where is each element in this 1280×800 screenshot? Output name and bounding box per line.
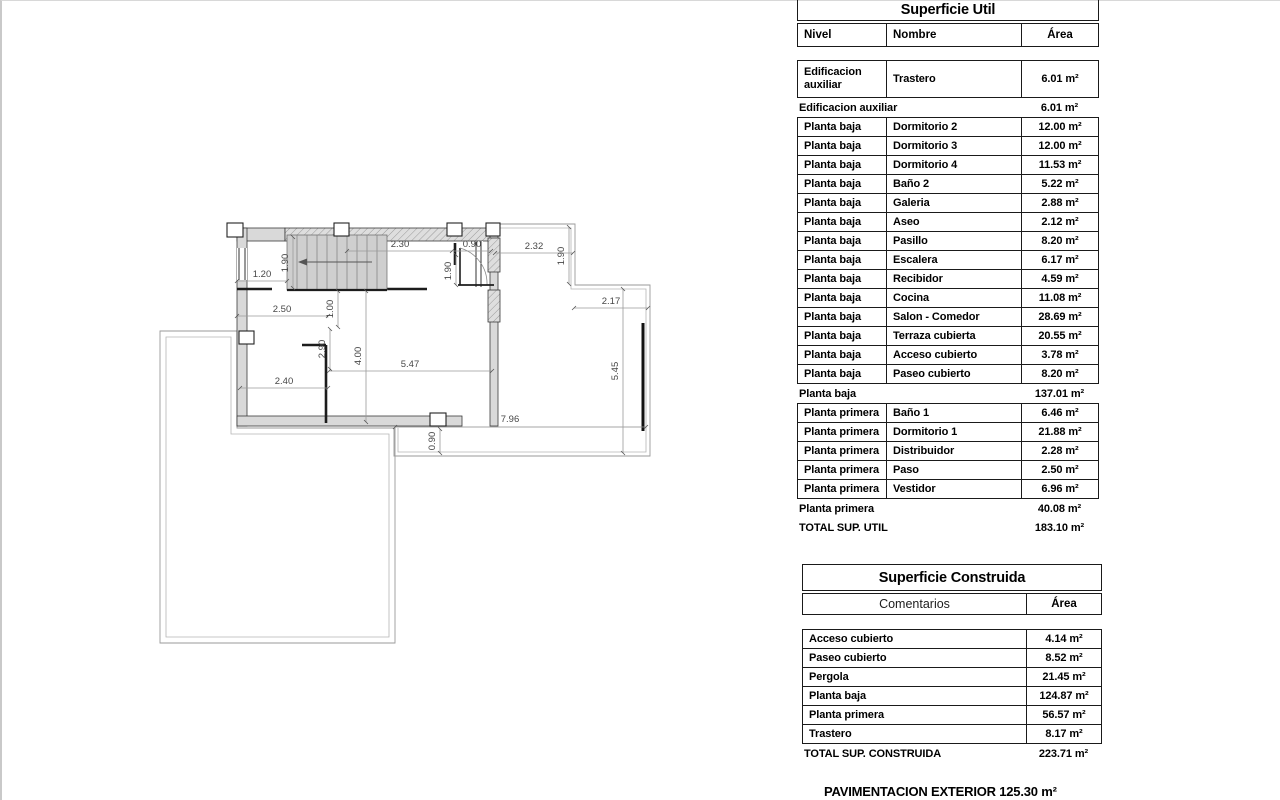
cell-area: 8.17 m² (1026, 725, 1101, 743)
table-row (797, 460, 1099, 480)
dim-label: 2.17 (601, 296, 621, 307)
table-row (802, 686, 1102, 706)
summary-area: 183.10 m² (1034, 521, 1085, 534)
cell-nombre: Galeria (886, 194, 1021, 212)
summary-label: Edificacion auxiliar (799, 101, 898, 114)
cell-nivel: Planta baja (804, 140, 861, 152)
cell-comentario: Planta primera (809, 709, 885, 721)
summary-row (797, 98, 1099, 117)
dim-label: 2.90 (317, 339, 328, 359)
cell-nombre: Paso (886, 461, 1021, 479)
col-header-nombre: Nombre (886, 24, 1021, 46)
table-row (797, 136, 1099, 156)
table-row (797, 441, 1099, 461)
summary-label: TOTAL SUP. UTIL (799, 521, 888, 534)
table-row (797, 231, 1099, 251)
superficie-util-rows (797, 60, 1099, 537)
cell-area: 6.01 m² (1021, 61, 1098, 97)
cell-comentario: Pergola (809, 671, 849, 683)
cell-area: 21.45 m² (1026, 668, 1101, 686)
summary-label: Planta primera (799, 502, 875, 515)
table-row (797, 288, 1099, 308)
cell-nombre: Salon - Comedor (886, 308, 1021, 326)
cell-area: 12.00 m² (1021, 118, 1098, 136)
cell-comentario: Planta baja (809, 690, 866, 702)
dim-label: 4.00 (353, 346, 364, 366)
table-row (797, 422, 1099, 442)
dim-label: 1.90 (443, 261, 454, 281)
superficie-util-table (797, 0, 1099, 537)
cell-nombre: Vestidor (886, 480, 1021, 498)
dim-label: 0.90 (462, 239, 482, 250)
table-row (797, 250, 1099, 270)
cell-area: 6.17 m² (1021, 251, 1098, 269)
cell-area: 20.55 m² (1021, 327, 1098, 345)
table-row (802, 667, 1102, 687)
table-row (802, 724, 1102, 744)
cell-nivel: Planta baja (804, 178, 861, 190)
summary-label: Planta baja (799, 387, 856, 400)
dim-label: 1.00 (325, 299, 336, 319)
summary-row (797, 499, 1099, 518)
table-row (797, 193, 1099, 213)
dim-label: 2.50 (272, 304, 292, 315)
cell-nivel: Planta baja (804, 292, 861, 304)
cell-nombre: Terraza cubierta (886, 327, 1021, 345)
superficie-construida-table (802, 564, 1102, 763)
summary-row (797, 384, 1099, 403)
table-row (797, 269, 1099, 289)
cell-area: 2.12 m² (1021, 213, 1098, 231)
table-row (797, 326, 1099, 346)
floor-plan (142, 213, 687, 673)
superficie-construida-header (802, 593, 1102, 615)
summary-area: 6.01 m² (1040, 101, 1079, 114)
cell-area: 124.87 m² (1026, 687, 1101, 705)
cell-area: 2.28 m² (1021, 442, 1098, 460)
cell-comentario: Paseo cubierto (809, 652, 887, 664)
staircase (287, 235, 387, 290)
cell-area: 56.57 m² (1026, 706, 1101, 724)
table-row (802, 705, 1102, 725)
cell-area: 28.69 m² (1021, 308, 1098, 326)
cell-nivel: Planta baja (804, 235, 861, 247)
cell-area: 2.88 m² (1021, 194, 1098, 212)
cell-area: 3.78 m² (1021, 346, 1098, 364)
dim-label: 1.20 (252, 269, 272, 280)
cell-area: 11.08 m² (1021, 289, 1098, 307)
cell-comentario: Trastero (809, 728, 852, 740)
cell-nombre: Escalera (886, 251, 1021, 269)
cell-nombre: Trastero (886, 61, 1021, 97)
cell-nivel: Planta baja (804, 216, 861, 228)
cell-nombre: Baño 1 (886, 404, 1021, 422)
cell-area: 21.88 m² (1021, 423, 1098, 441)
table-row (797, 174, 1099, 194)
cell-nombre: Paseo cubierto (886, 365, 1021, 383)
cell-nivel: Planta baja (804, 159, 861, 171)
cell-nivel: Planta primera (804, 483, 880, 495)
summary-label: TOTAL SUP. CONSTRUIDA (804, 747, 942, 760)
table-row (802, 629, 1102, 649)
floor-plan-svg (142, 213, 687, 673)
cell-nivel: Planta primera (804, 464, 880, 476)
cell-area: 5.22 m² (1021, 175, 1098, 193)
table-row (797, 403, 1099, 423)
table-row (802, 648, 1102, 668)
cell-nombre: Distribuidor (886, 442, 1021, 460)
cell-area: 2.50 m² (1021, 461, 1098, 479)
cell-nivel: Planta baja (804, 349, 861, 361)
cell-nombre: Dormitorio 1 (886, 423, 1021, 441)
dim-label: 5.45 (610, 361, 621, 381)
cell-area: 4.14 m² (1026, 630, 1101, 648)
cell-nivel: Planta baja (804, 330, 861, 342)
cell-nombre: Baño 2 (886, 175, 1021, 193)
cell-nivel: Planta primera (804, 407, 880, 419)
dim-label: 2.40 (274, 376, 294, 387)
table-row (797, 364, 1099, 384)
dim-label: 5.47 (400, 359, 420, 370)
cell-nivel: Planta primera (804, 445, 880, 457)
cell-nivel: Edificacion auxiliar (804, 66, 862, 91)
cell-nivel: Planta baja (804, 254, 861, 266)
cell-area: 8.20 m² (1021, 365, 1098, 383)
superficie-util-title: Superficie Util (797, 0, 1099, 21)
col-header-area: Área (1021, 24, 1098, 46)
table-row (797, 155, 1099, 175)
cell-nombre: Dormitorio 3 (886, 137, 1021, 155)
cell-nombre: Recibidor (886, 270, 1021, 288)
superficie-construida-title: Superficie Construida (802, 564, 1102, 591)
superficie-util-header (797, 23, 1099, 47)
cell-nivel: Planta baja (804, 197, 861, 209)
cell-nombre: Aseo (886, 213, 1021, 231)
cell-nivel: Planta baja (804, 273, 861, 285)
cell-comentario: Acceso cubierto (809, 633, 894, 645)
col-header-comentarios: Comentarios (879, 597, 950, 611)
cell-area: 6.96 m² (1021, 480, 1098, 498)
summary-area: 223.71 m² (1038, 747, 1089, 760)
cell-nivel: Planta baja (804, 311, 861, 323)
table-row (797, 117, 1099, 137)
col-header-nivel: Nivel (804, 29, 832, 41)
cell-nombre: Acceso cubierto (886, 346, 1021, 364)
cell-nivel: Planta primera (804, 426, 880, 438)
table-row (797, 479, 1099, 499)
cell-area: 12.00 m² (1021, 137, 1098, 155)
dim-label: 7.96 (500, 414, 520, 425)
cell-nivel: Planta baja (804, 368, 861, 380)
summary-area: 40.08 m² (1037, 502, 1082, 515)
cell-area: 8.52 m² (1026, 649, 1101, 667)
col-header-area: Área (1026, 594, 1101, 614)
cell-nivel: Planta baja (804, 121, 861, 133)
total-row (802, 744, 1102, 763)
dim-label: 1.90 (280, 253, 291, 273)
cell-area: 6.46 m² (1021, 404, 1098, 422)
total-row (797, 518, 1099, 537)
dim-label: 2.30 (390, 239, 410, 250)
cell-nombre: Dormitorio 2 (886, 118, 1021, 136)
dim-label: 1.90 (556, 246, 567, 266)
dim-label: 0.90 (427, 431, 438, 451)
cell-nombre: Dormitorio 4 (886, 156, 1021, 174)
superficie-construida-rows (802, 629, 1102, 763)
cell-area: 8.20 m² (1021, 232, 1098, 250)
table-row (797, 307, 1099, 327)
table-row (797, 212, 1099, 232)
pavimentacion-exterior-note: PAVIMENTACION EXTERIOR 125.30 m² (824, 784, 1057, 799)
cell-area: 11.53 m² (1021, 156, 1098, 174)
dim-label: 2.32 (524, 241, 544, 252)
table-row (797, 60, 1099, 98)
cell-nombre: Cocina (886, 289, 1021, 307)
summary-area: 137.01 m² (1034, 387, 1085, 400)
cell-nombre: Pasillo (886, 232, 1021, 250)
table-row (797, 345, 1099, 365)
cell-area: 4.59 m² (1021, 270, 1098, 288)
